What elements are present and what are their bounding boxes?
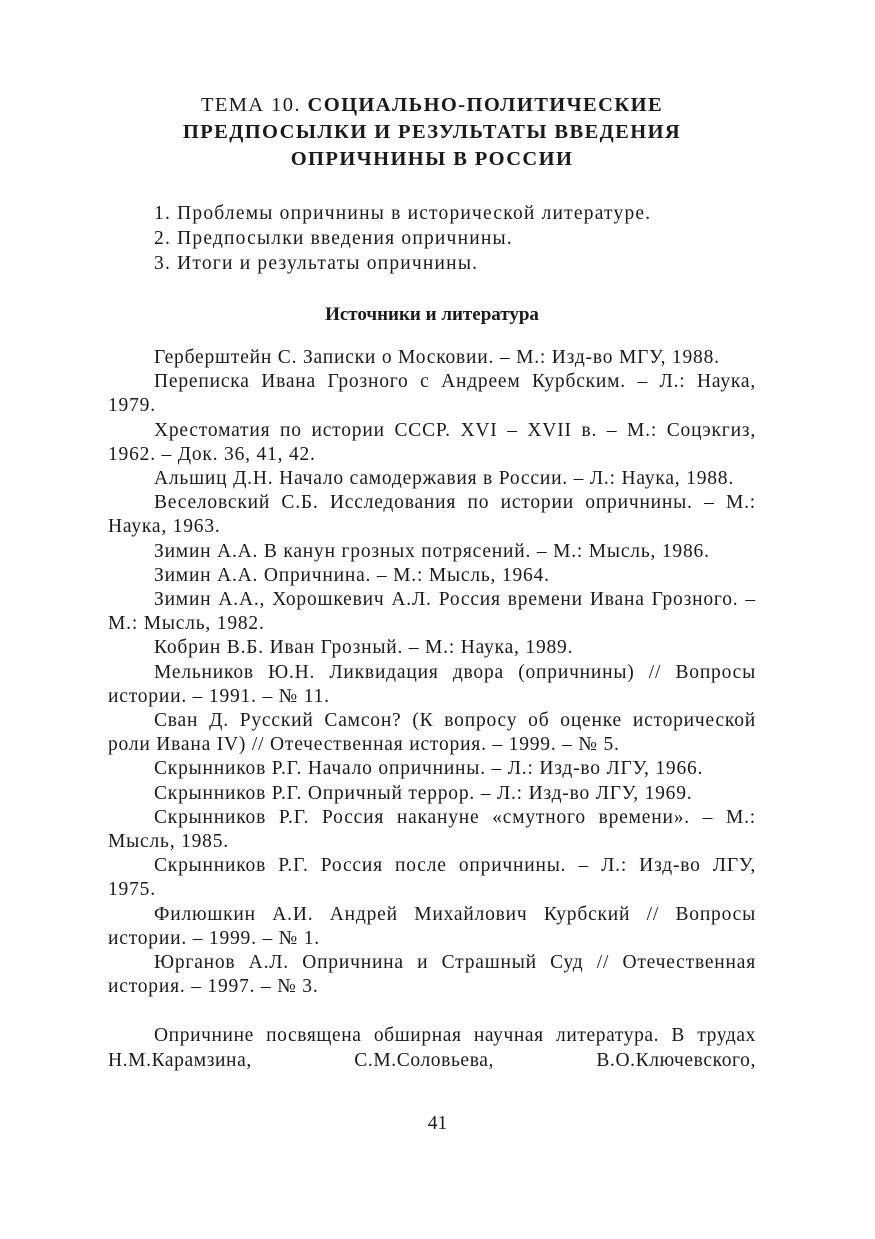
topic-title-line-1: СОЦИАЛЬНО-ПОЛИТИЧЕСКИЕ (307, 94, 664, 116)
topic-title-line-2: ПРЕДПОСЫЛКИ И РЕЗУЛЬТАТЫ ВВЕДЕНИЯ (182, 121, 682, 143)
page-content (108, 92, 756, 1073)
topic-number: ТЕМА 10. (200, 94, 308, 116)
reference-item: Скрынников Р.Г. Россия накануне «смутного времени». – М.: Мысль, 1985. (108, 806, 756, 853)
reference-item: Сван Д. Русский Самсон? (К вопросу об оценке исторической роли Ивана IV) // Отечественная история. – 1999. – № 5. (108, 710, 756, 756)
reference-item: Веселовский С.Б. Исследования по истории опричнины. – М.: Наука, 1963. (108, 492, 756, 538)
reference-item: Зимин А.А. Опричнина. – М.: Мысль, 1964. (154, 564, 550, 586)
reference-item: Юрганов А.Л. Опричнина и Страшный Суд // Отечественная история. – 1997. – № 3. (108, 952, 756, 998)
topic-title (108, 92, 756, 173)
body-paragraph: Опричнине посвящена обширная научная литература. В трудах Н.М.Карамзина, С.М.Соловьева, В.О.Ключевского, (108, 1025, 756, 1071)
topic-title-line-3: ОПРИЧНИНЫ В РОССИИ (290, 148, 574, 170)
questions-list (108, 201, 756, 276)
reference-item: Скрынников Р.Г. Россия после опричнины. – Л.: Изд-во ЛГУ, 1975. (108, 855, 756, 901)
reference-item: Скрынников Р.Г. Опричный террор. – Л.: Изд-во ЛГУ, 1969. (154, 782, 693, 804)
reference-item: Альшиц Д.Н. Начало самодержавия в России. – Л.: Наука, 1988. (154, 468, 735, 490)
reference-item: Мельников Ю.Н. Ликвидация двора (опричнины) // Вопросы истории. – 1991. – № 11. (108, 661, 756, 707)
references-list (108, 346, 756, 999)
question-item: 1. Проблемы опричнины в исторической литературе. (154, 203, 652, 224)
reference-item: Герберштейн С. Записки о Московии. – М.: Изд-во МГУ, 1988. (154, 347, 720, 368)
question-item: 3. Итоги и результаты опричнины. (154, 253, 479, 274)
reference-item: Зимин А.А. В канун грозных потрясений. – М.: Мысль, 1986. (154, 540, 710, 562)
question-item: 2. Предпосылки введения опричнины. (154, 228, 513, 249)
reference-item: Кобрин В.Б. Иван Грозный. – М.: Наука, 1989. (154, 637, 574, 659)
reference-item: Филюшкин А.И. Андрей Михайлович Курбский // Вопросы истории. – 1999. – № 1. (108, 903, 756, 949)
reference-item: Переписка Ивана Грозного с Андреем Курбским. – Л.: Наука, 1979. (108, 371, 756, 417)
page-number: 41 (427, 1113, 448, 1134)
reference-item: Зимин А.А., Хорошкевич А.Л. Россия времени Ивана Грозного. – М.: Мысль, 1982. (108, 589, 756, 635)
sources-heading: Источники и литература (325, 304, 539, 325)
reference-item: Хрестоматия по истории СССР. XVI – XVII в. – М.: Соцэкгиз, 1962. – Док. 36, 41, 42. (108, 419, 756, 465)
reference-item: Скрынников Р.Г. Начало опричнины. – Л.: Изд-во ЛГУ, 1966. (154, 758, 704, 780)
